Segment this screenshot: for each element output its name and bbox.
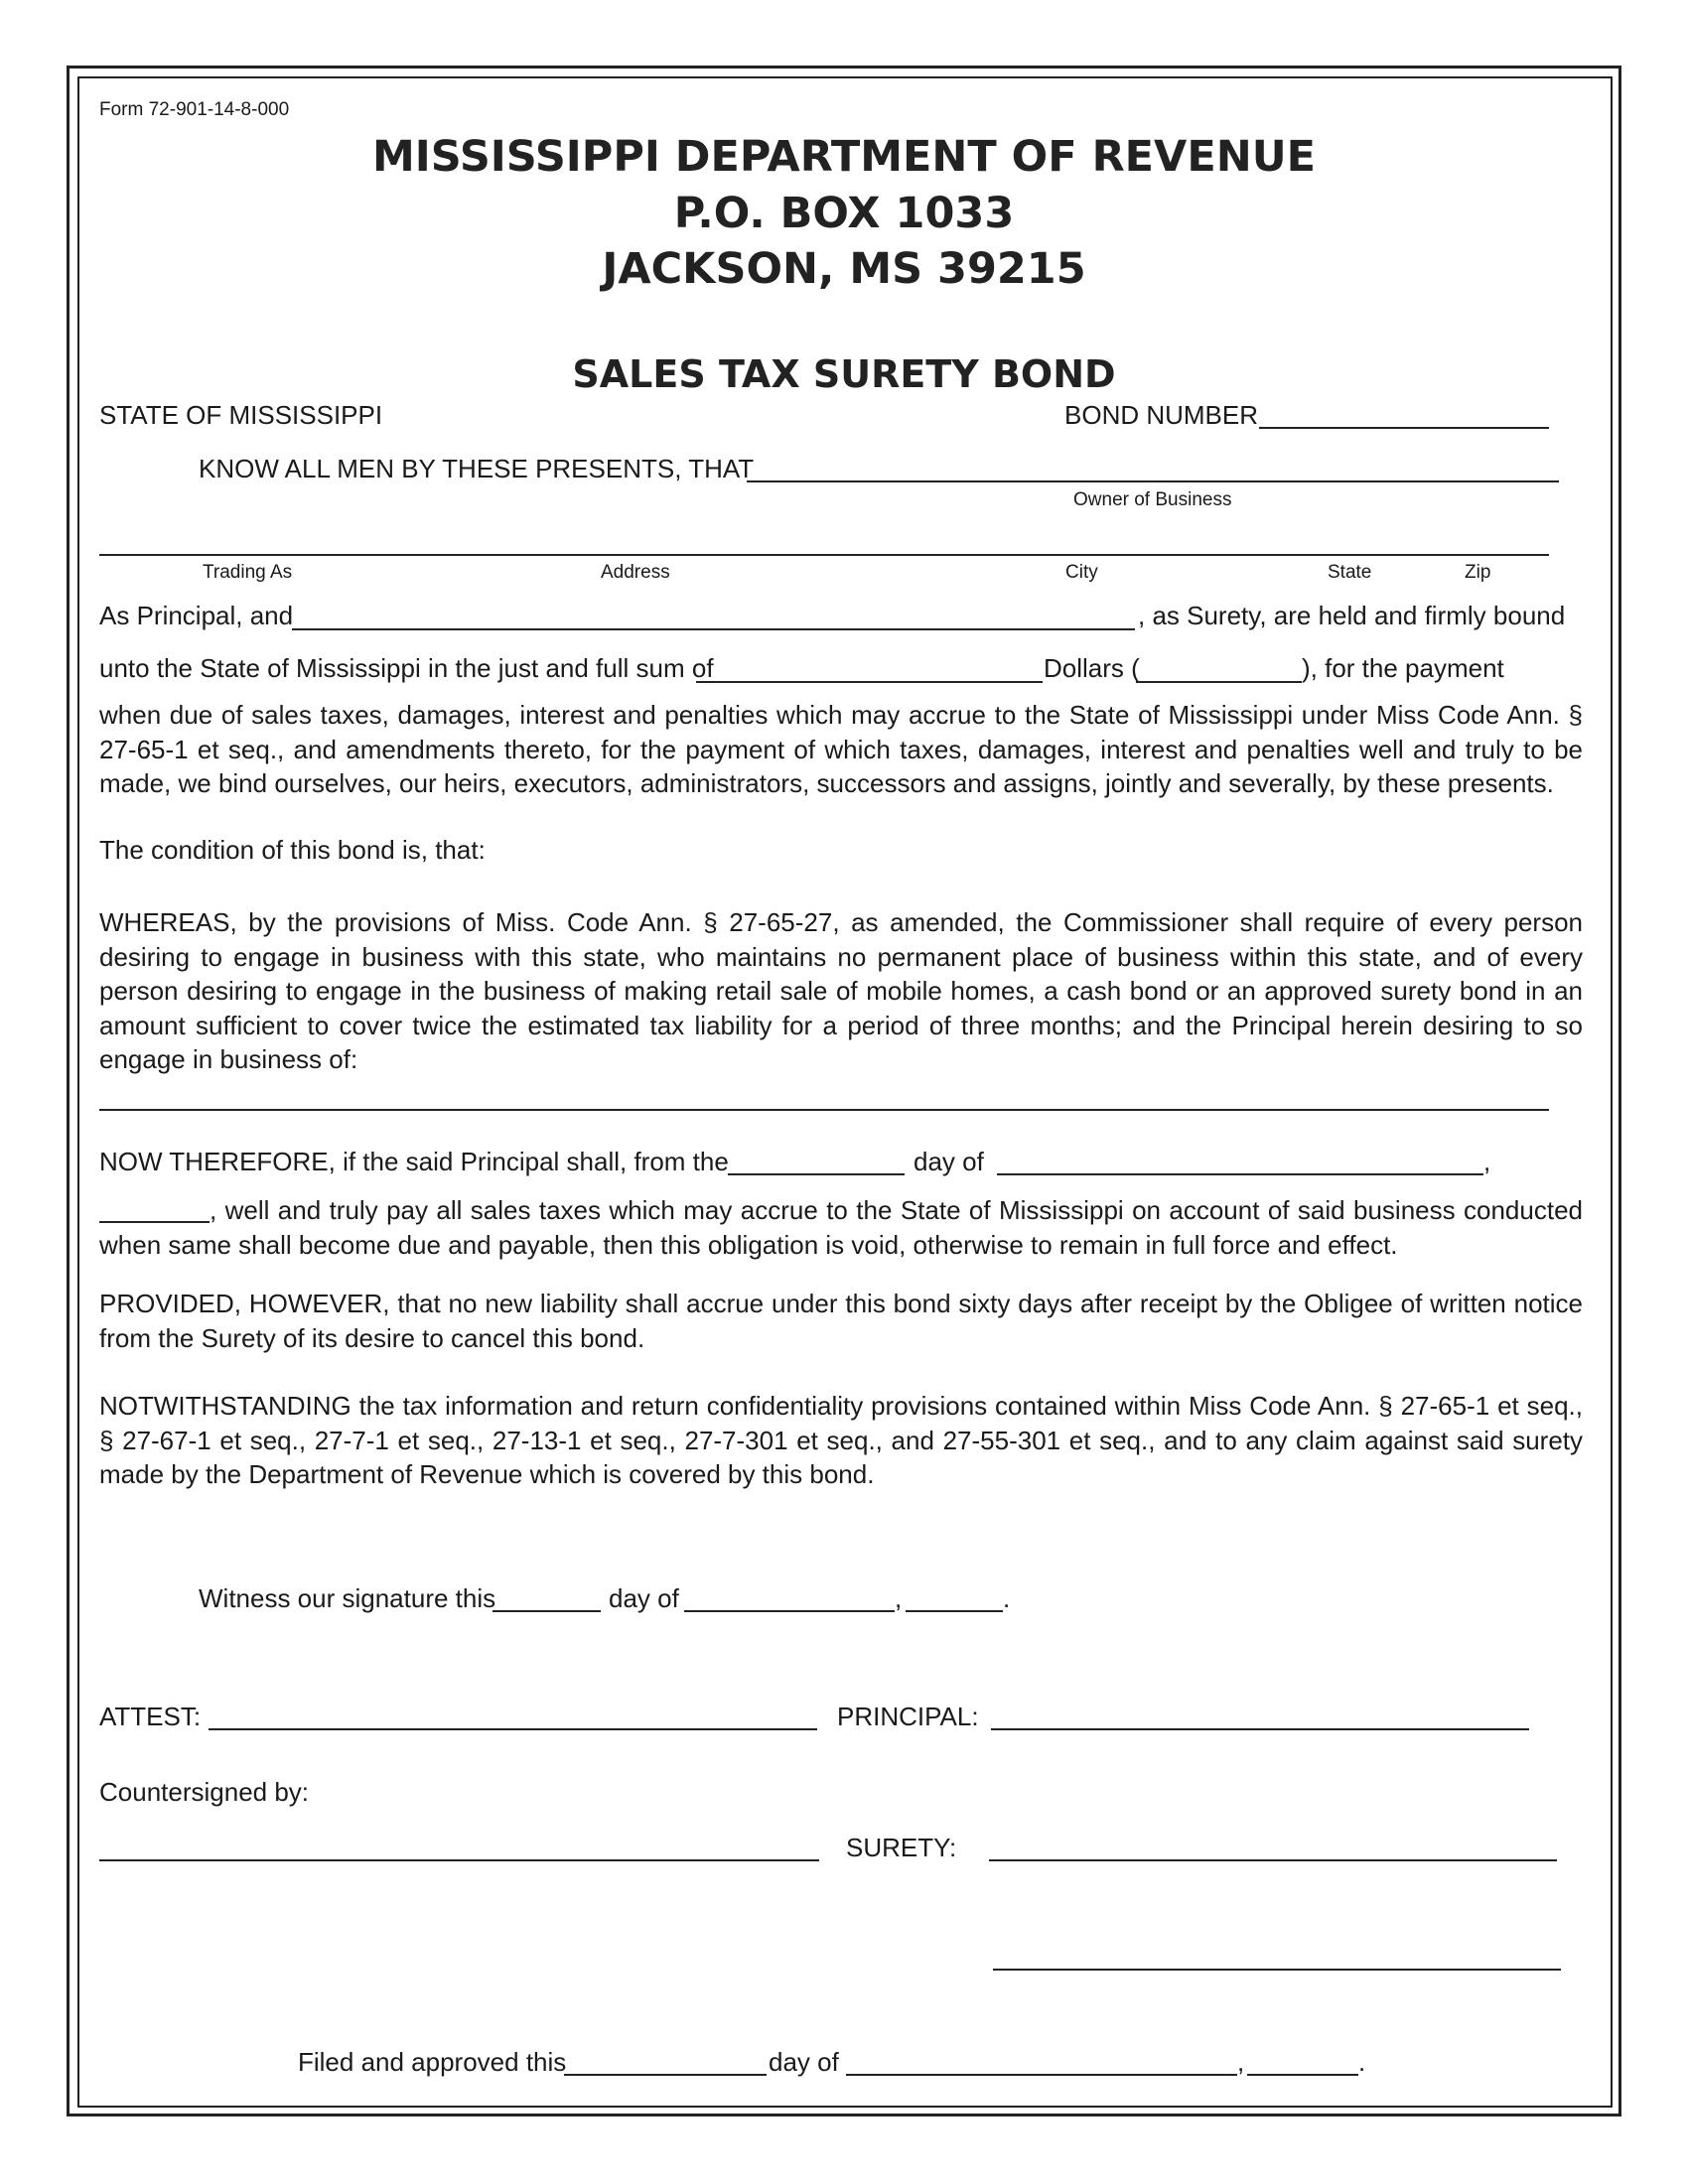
now-month-field[interactable] — [997, 1173, 1483, 1175]
provided-paragraph: PROVIDED, HOWEVER, that no new liability shall accrue under this bond sixty days after receipt by the Obligee of written notice from the Surety of its desire to cancel this bond. — [99, 1289, 1583, 1353]
owner-of-business-field[interactable] — [747, 480, 1559, 482]
unto-state-text: unto the State of Mississippi in the just and full sum of — [99, 653, 714, 683]
form-number: Form 72-901-14-8-000 — [99, 99, 290, 120]
countersigned-label: Countersigned by: — [99, 1777, 310, 1807]
know-all-text: KNOW ALL MEN BY THESE PRESENTS, THAT — [199, 454, 755, 483]
filed-approved-text: Filed and approved this — [298, 2047, 567, 2077]
surety-signature-field[interactable] — [989, 1859, 1557, 1861]
owner-of-business-label: Owner of Business — [1073, 489, 1232, 510]
document-title: SALES TAX SURETY BOND — [572, 352, 1116, 396]
witness-period: . — [1003, 1583, 1011, 1613]
business-description-field[interactable] — [99, 1109, 1549, 1111]
filed-period: . — [1358, 2047, 1366, 2077]
surety-name-field[interactable] — [292, 628, 1135, 630]
filed-year-field[interactable] — [1247, 2074, 1358, 2076]
filed-day-of-text: day of — [769, 2047, 839, 2077]
surety-label: SURETY: — [846, 1833, 957, 1862]
principal-signature-field[interactable] — [991, 1728, 1529, 1730]
payment-paragraph: when due of sales taxes, damages, interest and penalties which may accrue to the State of Mississippi under Miss Code Ann. § 27-65-1 et seq., and amendments thereto, for the payment of which taxes, damages, interest and penalties well and truly to be made, we bind ourselves, our heirs, executors, administrators, successors and assigns, jointly and severally, by these presents. — [99, 700, 1583, 798]
filed-month-field[interactable] — [846, 2074, 1237, 2076]
state-col-label: State — [1328, 562, 1372, 583]
surety-second-signature-field[interactable] — [993, 1969, 1561, 1971]
agency-name: MISSISSIPPI DEPARTMENT OF REVENUE — [372, 132, 1316, 182]
attest-label: ATTEST: — [99, 1702, 202, 1731]
sum-amount-field[interactable] — [1136, 681, 1302, 683]
trading-as-label: Trading As — [203, 562, 293, 583]
dollars-open-text: Dollars ( — [1044, 653, 1140, 683]
witness-month-field[interactable] — [684, 1610, 895, 1612]
dollars-close-text: ), for the payment — [1302, 653, 1504, 683]
as-principal-text: As Principal, and — [99, 601, 294, 630]
as-surety-text: , as Surety, are held and firmly bound — [1138, 601, 1566, 630]
witness-text: Witness our signature this — [199, 1583, 496, 1613]
bond-number-label: BOND NUMBER — [1064, 400, 1259, 430]
filed-day-field[interactable] — [564, 2074, 767, 2076]
notwithstanding-paragraph: NOTWITHSTANDING the tax information and return confidentiality provisions contained within Miss Code Ann. § 27-65-1 et seq., § 27-67-1 et seq., 27-7-1 et seq., 27-13-1 et seq., 27-7-301 et seq., and 27-55-301 et seq., and to any claim against said surety made by the Department of Revenue which is covered by this bond. — [99, 1391, 1583, 1489]
state-label: STATE OF MISSISSIPPI — [99, 400, 383, 430]
now-day-field[interactable] — [728, 1173, 905, 1175]
now-comma: , — [1483, 1147, 1491, 1176]
filed-comma: , — [1237, 2047, 1245, 2077]
now-therefore-text: NOW THEREFORE, if the said Principal shall, from the — [99, 1147, 729, 1176]
agency-city-line: JACKSON, MS 39215 — [602, 244, 1086, 294]
now-therefore-paragraph: , well and truly pay all sales taxes which may accrue to the State of Mississippi on account of said business conducted when same shall become due and payable, then this obligation is void, otherwise to remain in full force and effect. — [99, 1195, 1583, 1260]
witness-day-of-text: day of — [609, 1583, 679, 1613]
witness-year-field[interactable] — [906, 1610, 1003, 1612]
principal-label: PRINCIPAL: — [837, 1702, 979, 1731]
bond-number-field[interactable] — [1259, 427, 1549, 429]
attest-signature-field[interactable] — [209, 1728, 817, 1730]
countersigned-signature-field[interactable] — [99, 1859, 819, 1861]
now-day-of-text: day of — [914, 1147, 984, 1176]
agency-po-box: P.O. BOX 1033 — [673, 189, 1015, 238]
zip-label: Zip — [1465, 562, 1491, 583]
condition-text: The condition of this bond is, that: — [99, 835, 486, 865]
city-label: City — [1065, 562, 1098, 583]
trading-as-address-field[interactable] — [99, 554, 1549, 556]
address-label: Address — [601, 562, 670, 583]
witness-day-field[interactable] — [492, 1610, 601, 1612]
sum-words-field[interactable] — [696, 681, 1043, 683]
whereas-paragraph: WHEREAS, by the provisions of Miss. Code Ann. § 27-65-27, as amended, the Commissioner shall require of every person desiring to engage in business with this state, who maintains no permanent place of business within this state, and of every person desiring to engage in the business of making retail sale of mobile homes, a cash bond or an approved surety bond in an amount sufficient to cover twice the estimated tax liability for a period of three months; and the Principal herein desiring to so engage in business of: — [99, 907, 1583, 1074]
witness-comma: , — [895, 1583, 903, 1613]
